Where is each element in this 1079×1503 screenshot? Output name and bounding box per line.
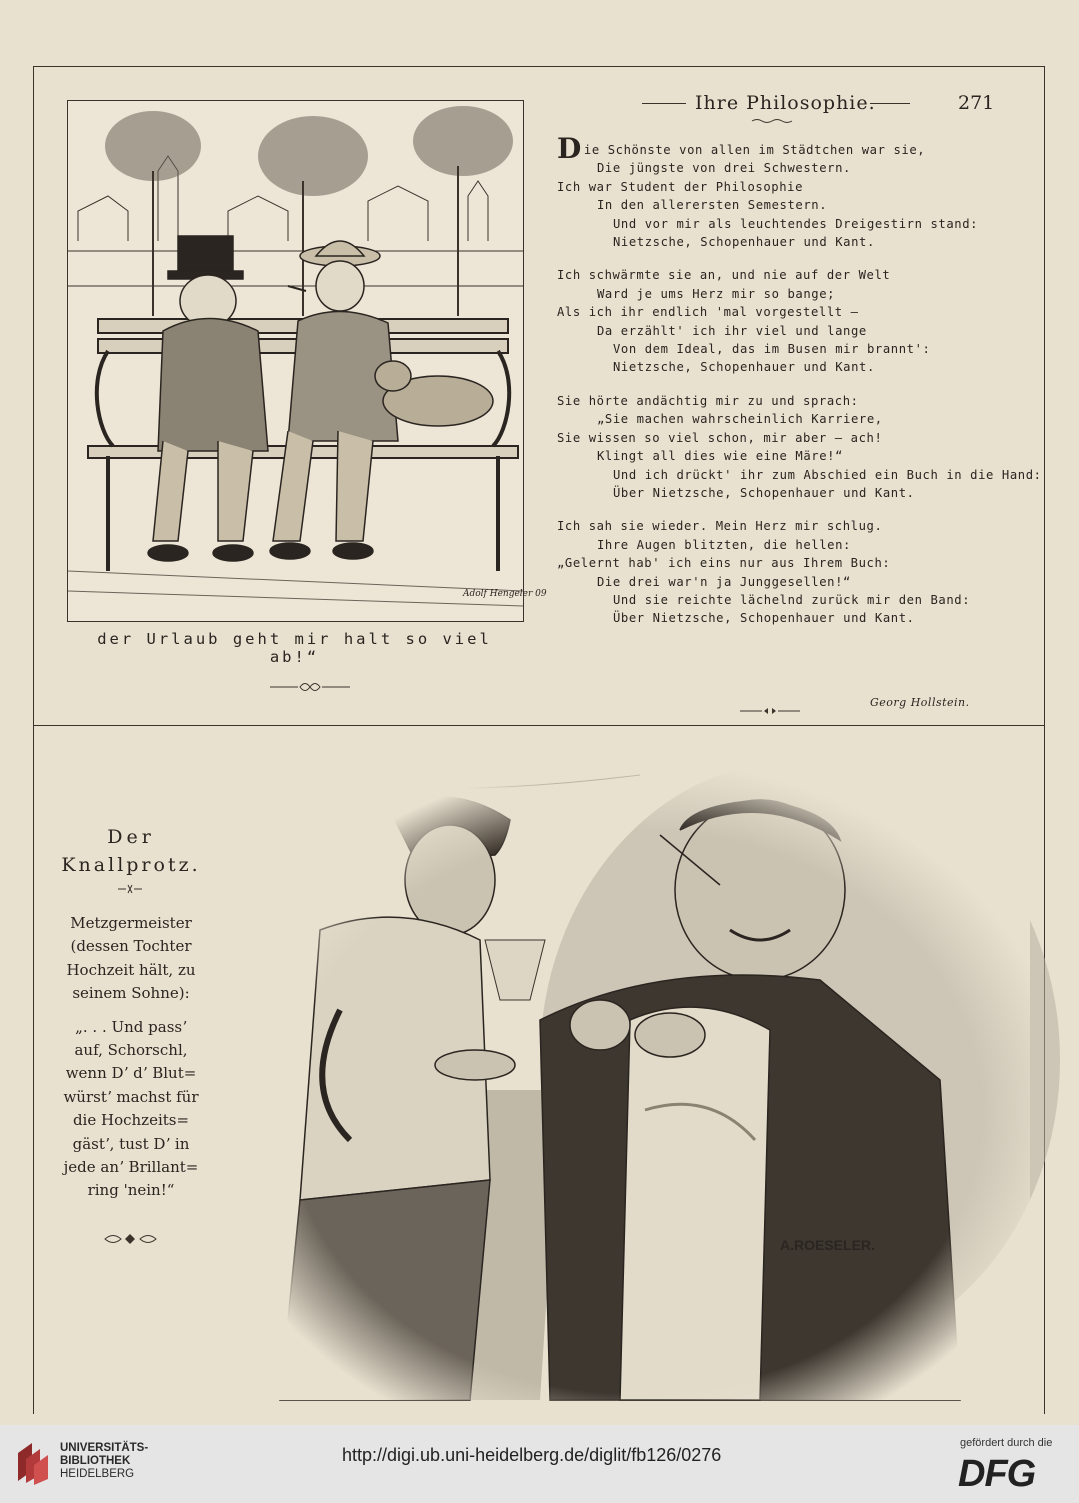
poem-stanza bbox=[557, 517, 997, 627]
bench-scene-drawing bbox=[68, 101, 547, 621]
caption-ornament-icon bbox=[270, 680, 350, 694]
poem-line-text: Über Nietzsche, Schopenhauer und Kant. bbox=[613, 485, 915, 500]
sidebar-line: Hochzeit hält, zu bbox=[66, 960, 196, 979]
poem-line bbox=[557, 410, 997, 428]
poem-line bbox=[557, 159, 997, 177]
poem-line-text: Sie wissen so viel schon, mir aber — ach! bbox=[557, 430, 883, 445]
bench-scene-caption: der Urlaub geht mir halt so viel ab!“ bbox=[97, 630, 492, 666]
poem-line bbox=[557, 285, 997, 303]
poem-line bbox=[557, 447, 997, 465]
poem-stanza bbox=[557, 132, 997, 251]
poem-line bbox=[557, 266, 997, 284]
sidebar-line: würstʼ machst für bbox=[63, 1087, 199, 1106]
sidebar-title-line1: Der bbox=[107, 826, 155, 848]
dfg-logo[interactable]: DFG bbox=[958, 1453, 1036, 1495]
sidebar-line: die Hochzeits= bbox=[72, 1111, 190, 1130]
poem-line-text: Und ich drückt' ihr zum Abschied ein Buch in die Hand: bbox=[613, 467, 1042, 482]
library-name-line1: UNIVERSITÄTS- bbox=[60, 1442, 149, 1454]
library-name-line3: HEIDELBERG bbox=[60, 1468, 135, 1480]
poem-line-text: Da erzählt' ich ihr viel und lange bbox=[597, 323, 867, 338]
butcher-scene-drawing bbox=[240, 760, 1030, 1400]
poem-line bbox=[557, 484, 997, 502]
poem-line-text: Ich sah sie wieder. Mein Herz mir schlug. bbox=[557, 519, 883, 534]
poem-line bbox=[557, 358, 997, 376]
poem-line bbox=[557, 536, 997, 554]
sidebar-line: jede anʼ Brillant= bbox=[63, 1158, 199, 1177]
poem-line bbox=[557, 303, 997, 321]
poem-line bbox=[557, 573, 997, 591]
poem-line-text: Klingt all dies wie eine Märe!“ bbox=[597, 449, 844, 464]
page-number: 271 bbox=[958, 92, 995, 114]
poem-line bbox=[557, 609, 997, 627]
title-ornament-icon bbox=[752, 118, 792, 124]
poem-line-text: Ich schwärmte sie an, und nie auf der Welt bbox=[557, 268, 891, 283]
poem-line bbox=[557, 233, 997, 251]
poem-line-text: „Gelernt hab' ich eins nur aus Ihrem Buch: bbox=[557, 556, 891, 571]
viewer-footer bbox=[0, 1425, 1079, 1503]
poem-author: Georg Hollstein. bbox=[870, 696, 970, 709]
end-ornament-icon bbox=[740, 708, 800, 714]
poem-stanza bbox=[557, 392, 1042, 502]
header-rule-left bbox=[642, 103, 686, 104]
sidebar-text bbox=[56, 826, 206, 1203]
poem-line-text: Über Nietzsche, Schopenhauer und Kant. bbox=[613, 611, 915, 626]
poem-line bbox=[557, 215, 997, 233]
poem-line-text: ie Schönste von allen im Städtchen war sie, bbox=[583, 143, 926, 157]
poem-title: Ihre Philosophie. bbox=[695, 92, 876, 114]
library-name-line2: BIBLIOTHEK bbox=[60, 1455, 131, 1467]
poem-line bbox=[557, 392, 997, 410]
poem-line bbox=[557, 132, 997, 165]
poem-line-text: Nietzsche, Schopenhauer und Kant. bbox=[613, 235, 875, 250]
sidebar-title-line2: Knallprotz. bbox=[61, 854, 201, 876]
sidebar-line: (dessen Tochter bbox=[70, 937, 192, 956]
sidebar-line: gästʼ, tust Dʼ in bbox=[72, 1134, 190, 1153]
poem-line bbox=[557, 591, 997, 609]
poem-line bbox=[557, 554, 997, 572]
poem-text bbox=[557, 132, 1042, 643]
poem-line-text: Und sie reichte lächelnd zurück mir den Band: bbox=[613, 592, 971, 607]
sidebar-line: Metzgermeister bbox=[70, 914, 192, 932]
poem-line bbox=[557, 429, 997, 447]
illustration-butcher-scene bbox=[240, 760, 1030, 1400]
permalink-url[interactable]: http://digi.ub.uni-heidelberg.de/diglit/fb126/0276 bbox=[342, 1445, 722, 1465]
poem-stanza bbox=[557, 266, 997, 376]
sidebar-end-ornament-icon bbox=[103, 1232, 158, 1246]
library-name[interactable] bbox=[60, 1442, 148, 1481]
poem-line-text: Die jüngste von drei Schwestern. bbox=[597, 161, 851, 176]
sidebar-body bbox=[56, 912, 206, 1203]
sidebar-ornament-icon bbox=[118, 884, 142, 894]
poem-line bbox=[557, 196, 997, 214]
poem-line-text: Sie hörte andächtig mir zu und sprach: bbox=[557, 393, 859, 408]
sidebar-line: seinem Sohne): bbox=[72, 984, 190, 1003]
poem-line-text: Und vor mir als leuchtendes Dreigestirn stand: bbox=[613, 216, 979, 231]
poem-line-text: Als ich ihr endlich 'mal vorgestellt — bbox=[557, 305, 859, 320]
illustration-bench-scene bbox=[67, 100, 547, 622]
sponsor-label: gefördert durch die bbox=[960, 1437, 1053, 1449]
poem-line-text: In den allerersten Semestern. bbox=[597, 198, 828, 213]
sidebar-line: wenn Dʼ dʼ Blut= bbox=[65, 1064, 197, 1083]
poem-line bbox=[557, 178, 997, 196]
poem-line-text: Ward je ums Herz mir so bange; bbox=[597, 286, 836, 301]
poem-line-text: Von dem Ideal, das im Busen mir brannt': bbox=[613, 342, 931, 357]
poem-line-text: „Sie machen wahrscheinlich Karriere, bbox=[597, 412, 883, 427]
university-library-logo-icon bbox=[14, 1439, 54, 1485]
sidebar-line: „. . . Und passʼ bbox=[75, 1017, 187, 1036]
poem-line bbox=[557, 466, 1042, 484]
drop-cap: D bbox=[557, 132, 582, 165]
poem-line bbox=[557, 322, 997, 340]
sidebar-line: ring 'nein!“ bbox=[87, 1181, 175, 1200]
poem-line-text: Die drei war'n ja Junggesellen!“ bbox=[597, 574, 851, 589]
butcher-scene-signature: A.ROESELER. bbox=[780, 1237, 875, 1253]
bench-scene-signature: Adolf Hengeler 09 bbox=[463, 589, 547, 599]
poem-line-text: Ihre Augen blitzten, die hellen: bbox=[597, 537, 851, 552]
sidebar-line: auf, Schorschl, bbox=[74, 1041, 188, 1060]
header-rule-right bbox=[870, 103, 910, 104]
poem-line-text: Nietzsche, Schopenhauer und Kant. bbox=[613, 360, 875, 375]
poem-line bbox=[557, 517, 997, 535]
poem-line-text: Ich war Student der Philosophie bbox=[557, 179, 804, 194]
poem-line bbox=[557, 340, 997, 358]
